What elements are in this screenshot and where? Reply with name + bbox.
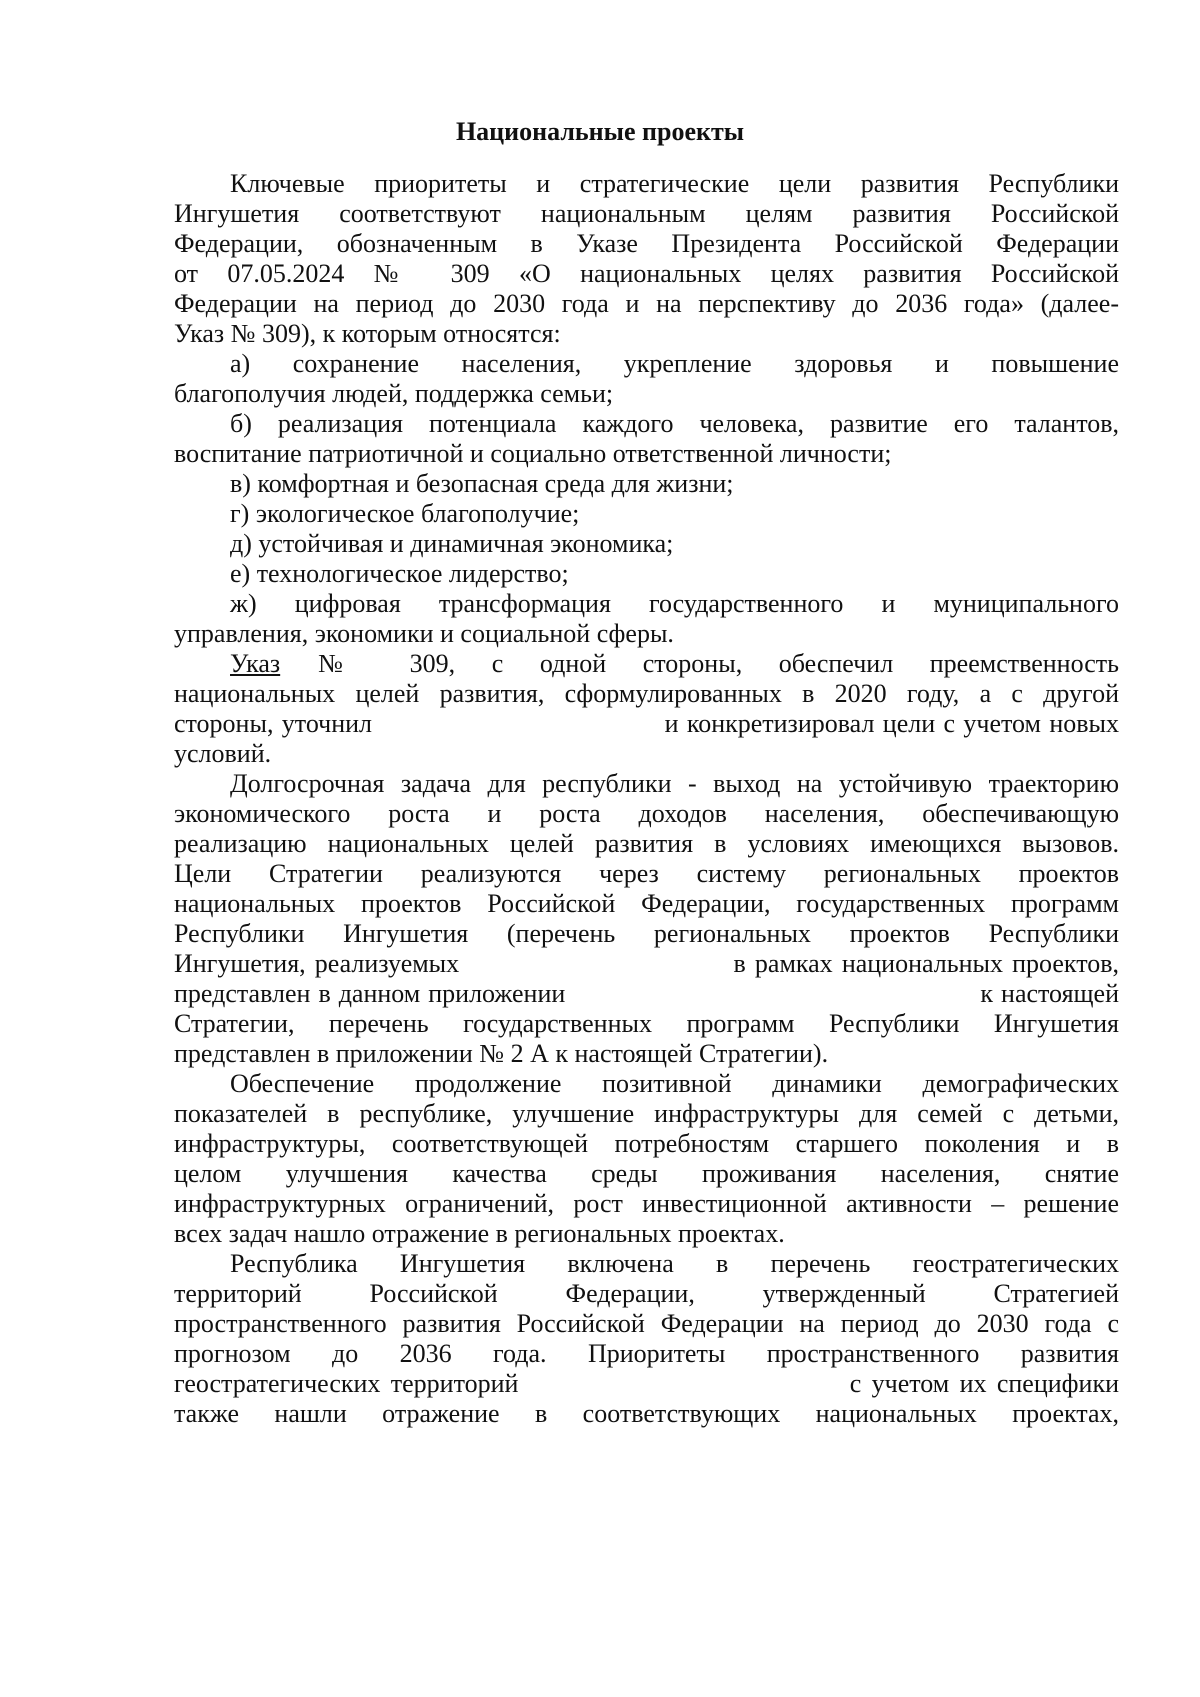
list-item-a: а) сохранение населения, укрепление здоровья и повышение [230, 349, 1119, 378]
text-line: целом улучшения качества среды проживания населения, снятие [174, 1159, 1119, 1188]
text-line-with-link [230, 648, 1119, 680]
text-line: геостратегических территорий с учетом их специфики [174, 1369, 1119, 1398]
list-item-v: в) комфортная и безопасная среда для жизни; [230, 469, 734, 498]
text-line: Республика Ингушетия включена в перечень геостратегических [230, 1249, 1119, 1278]
decree-link[interactable]: Указ [230, 649, 281, 678]
text-line: показателей в республике, улучшение инфраструктуры для семей с детьми, [174, 1099, 1119, 1128]
list-item-g: г) экологическое благополучие; [230, 499, 580, 528]
text-line: инфраструктуры, соответствующей потребностям старшего поколения и в [174, 1129, 1119, 1158]
document-title: Национальные проекты [455, 117, 745, 146]
text-line: благополучия людей, поддержка семьи; [174, 379, 614, 408]
text-line: также нашли отражение в соответствующих национальных проектах, [174, 1399, 1119, 1428]
text-line: Долгосрочная задача для республики - выход на устойчивую траекторию [230, 769, 1119, 798]
text-line: национальных целей развития, сформулированных в 2020 году, а с другой [174, 679, 1119, 708]
text-line: воспитание патриотичной и социально ответственной личности; [174, 439, 892, 468]
text-line: управления, экономики и социальной сферы. [174, 619, 674, 648]
text-line: реализацию национальных целей развития в условиях имеющихся вызовов. [174, 829, 1119, 858]
text-line: № 309, с одной стороны, обеспечил преемственность [318, 649, 1119, 678]
text-line: представлен в данном приложении к настоящей [174, 979, 1119, 1008]
text-line: Ключевые приоритеты и стратегические цели развития Республики [230, 169, 1119, 198]
list-item-e: е) технологическое лидерство; [230, 559, 569, 588]
text-line: Республики Ингушетия (перечень региональных проектов Республики [174, 919, 1119, 948]
text-line: экономического роста и роста доходов населения, обеспечивающую [174, 799, 1119, 828]
text-line: Цели Стратегии реализуются через систему региональных проектов [174, 859, 1119, 888]
text-line: Обеспечение продолжение позитивной динамики демографических [230, 1069, 1119, 1098]
text-line: инфраструктурных ограничений, рост инвестиционной активности – решение [174, 1189, 1119, 1218]
text-line: национальных проектов Российской Федерации, государственных программ [174, 889, 1119, 918]
text-line: Ингушетия соответствуют национальным целям развития Российской [174, 199, 1119, 228]
list-item-b: б) реализация потенциала каждого человека, развитие его талантов, [230, 409, 1119, 438]
text-line: условий. [174, 739, 272, 768]
text-line: стороны, уточнил и конкретизировал цели с учетом новых [174, 709, 1119, 738]
text-line: Указ № 309), к которым относятся: [174, 319, 561, 348]
text-line: прогнозом до 2036 года. Приоритеты пространственного развития [174, 1339, 1119, 1368]
text-line: пространственного развития Российской Федерации на период до 2030 года с [174, 1309, 1119, 1338]
list-item-zh: ж) цифровая трансформация государственного и муниципального [230, 589, 1119, 618]
text-line: территорий Российской Федерации, утвержденный Стратегией [174, 1279, 1119, 1308]
text-line: Стратегии, перечень государственных программ Республики Ингушетия [174, 1009, 1119, 1038]
text-line: Федерации, обозначенным в Указе Президента Российской Федерации [174, 229, 1119, 258]
text-line: от 07.05.2024 № 309 «О национальных целях развития Российской [174, 259, 1119, 288]
text-line: Ингушетия, реализуемых в рамках национальных проектов, [174, 949, 1119, 978]
text-line: всех задач нашло отражение в региональных проектах. [174, 1219, 785, 1248]
list-item-d: д) устойчивая и динамичная экономика; [230, 529, 674, 558]
text-line: Федерации на период до 2030 года и на перспективу до 2036 года» (далее- [174, 289, 1119, 318]
text-line: представлен в приложении № 2 А к настоящей Стратегии). [174, 1039, 829, 1068]
